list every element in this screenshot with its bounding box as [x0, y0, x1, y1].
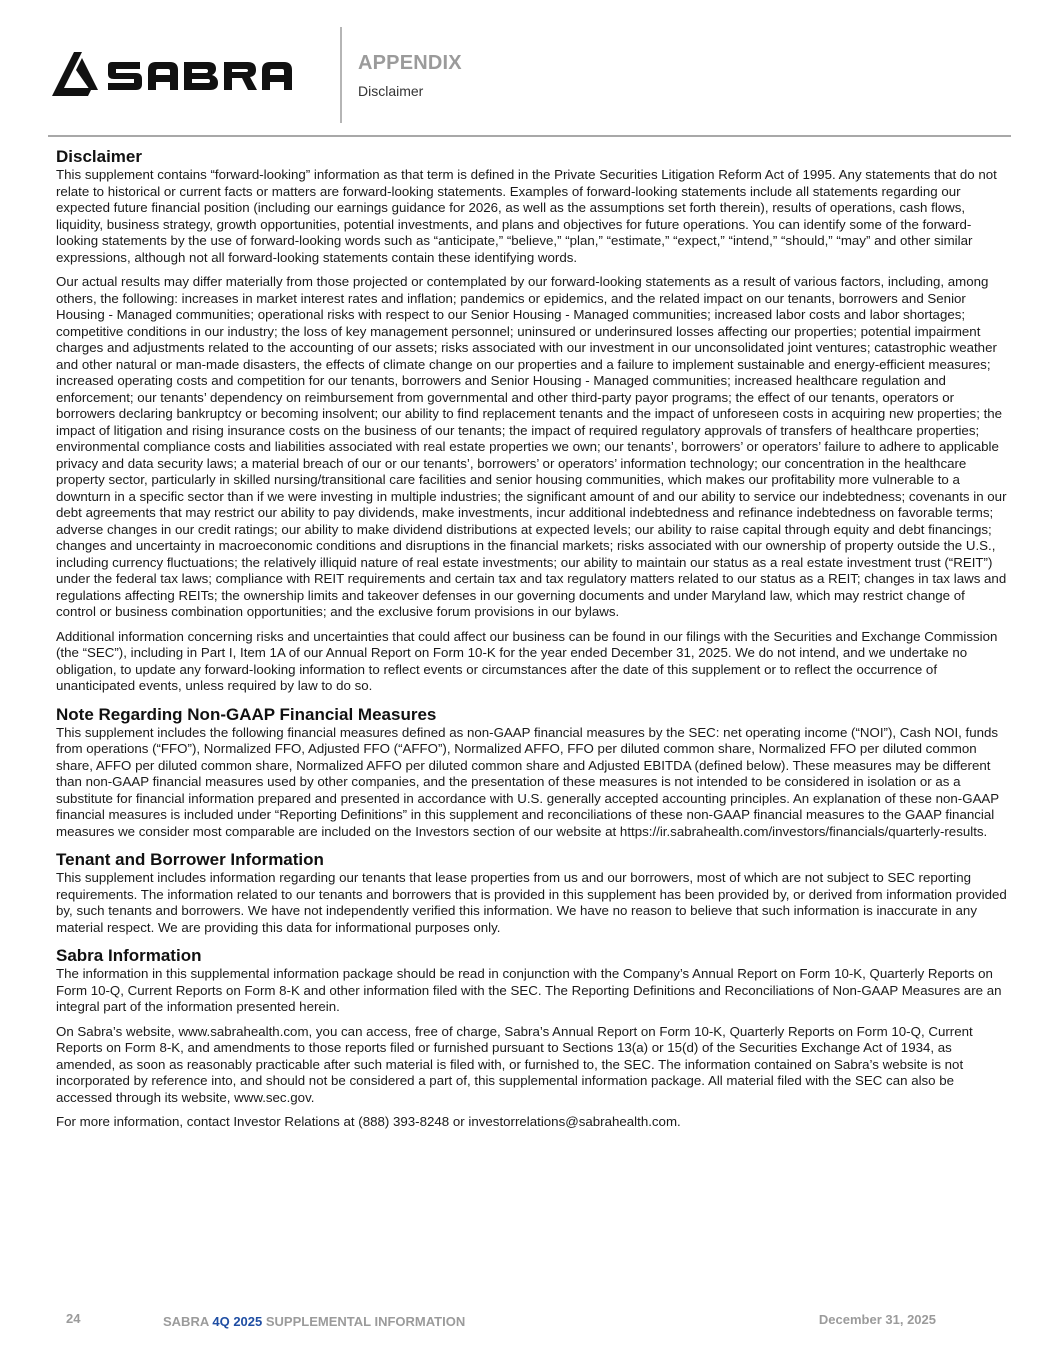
sabra-info-title: Sabra Information: [56, 946, 202, 965]
sabra-info-paragraph-1: The information in this supplemental information package should be read in conjunction with the Company’s Annual Report on Form 10-K, Quarterly Reports on Form 10-Q, Current Reports on Form 8-K and other information filed with the SEC. The Reporting Definitions and Reconciliations of Non-GAAP Measures are an integral part of the information presented herein.: [56, 966, 1002, 1014]
tenant-paragraph-1: This supplement includes information regarding our tenants that lease properties from us and our borrowers, most of which are not subject to SEC reporting requirements. The information related to our tenants and borrowers that is provided in this supplement has been provided by, or derived from information provided by, such tenants and borrowers. We have not independently verified this information. We have no reason to believe that such information is inaccurate in any material respect. We are providing this data for informational purposes only.: [56, 870, 1007, 935]
footer-date: December 31, 2025: [818, 1312, 936, 1327]
subsection-label: Disclaimer: [358, 83, 424, 99]
disclaimer-paragraph-3: Additional information concerning risks and uncertainties that could affect our business can be found in our filings with the Securities and Exchange Commission (the “SEC”), including in Part I, Item 1A of our Annual Report on Form 10-K for the year ended December 31, 2025. We do not intend, and we undertake no obligation, to update any forward-looking information to reflect events or circumstances after the date of this supplement or to reflect the occurrence of unanticipated events, unless required by law to do so.: [56, 628, 998, 693]
header-rule: [48, 135, 1011, 137]
sabra-info-paragraph-3: For more information, contact Investor Relations at (888) 393-8248 or investorrelations@sabrahealth.com.: [56, 1114, 681, 1129]
footer-title: [163, 1314, 465, 1329]
disclaimer-title: Disclaimer: [56, 147, 142, 166]
sabra-info-section: [56, 946, 1008, 1131]
non-gaap-title: Note Regarding Non-GAAP Financial Measures: [56, 704, 437, 724]
non-gaap-paragraph-1: This supplement includes the following financial measures defined as non-GAAP financial measures by the SEC: net operating income (“NOI”), Cash NOI, funds from operations (“FFO”), Normalized FFO, Adjusted FFO (“AFFO”), Normalized AFFO, FFO per diluted common share, Normalized FFO per diluted common share, AFFO per diluted common share, Normalized AFFO per diluted common share and Adjusted EBITDA (defined below). These measures may be different than non-GAAP financial measures used by other companies, and the presentation of these measures is not intended to be considered in isolation or as a substitute for financial information prepared and presented in accordance with U.S. generally accepted accounting principles. An explanation of these non-GAAP financial measures is included under “Reporting Definitions” in this supplement and reconciliations of these non-GAAP financial measures to the GAAP financial measures we consider most comparable are included on the Investors section of our website at https://ir.sabrahealth.com/investors/financials/quarterly-results.: [56, 724, 999, 839]
tenant-section: [56, 850, 1008, 936]
disclaimer-section: [56, 147, 1008, 695]
disclaimer-paragraph-2: Our actual results may differ materially from those projected or contemplated by our forward-looking statements as a result of various factors, including, among others, the following: increases in market interest rates and inflation; pandemics or epidemics, and the related impact on our tenants, borrowers and Senior Housing - Managed communities; operational risks with respect to our Senior Housing - Managed communities; increased labor costs and labor shortages; competitive conditions in our industry; the loss of key management personnel; uninsured or underinsured losses affecting our properties; potential impairment charges and adjustments related to the accounting of our assets; risks associated with our investment in our unconsolidated joint ventures; catastrophic weather and other natural or man-made disasters, the effects of climate change on our properties and a failure to implement sustainable and energy-efficient measures; increased operating costs and competition for our tenants, borrowers and Senior Housing - Managed communities; increased healthcare regulation and enforcement; our tenants’ dependency on reimbursement from governmental and other third-party payor programs; the effect of our tenants, operators or borrowers declaring bankruptcy or becoming insolvent; our ability to find replacement tenants and the impact of unforeseen costs in acquiring new properties; the impact of litigation and rising insurance costs on the business of our tenants; the impact of required regulatory approvals of transfers of healthcare properties; environmental compliance costs and liabilities associated with real estate properties we own; our tenants’, borrowers’ or operators’ failure to adhere to applicable privacy and data security laws; a material breach of our or our tenants’, borrowers’ or operators’ information technology; our concentration in the healthcare property sector, particularly in skilled nursing/transitional care facilities and senior housing communities, which makes our profitability more vulnerable to a downturn in a specific sector than if we were investing in multiple industries; the significant amount of and our ability to service our indebtedness; covenants in our debt agreements that may restrict our ability to pay dividends, make investments, incur additional indebtedness and refinance indebtedness on favorable terms; adverse changes in our credit ratings; our ability to make dividend distributions at expected levels; our ability to raise capital through equity and debt financings; changes and uncertainty in macroeconomic conditions and disruptions in the financial markets; risks associated with our ownership of property outside the U.S., including currency fluctuations; the relatively illiquid nature of real estate investments; our ability to maintain our status as a real estate investment trust (“REIT”) under the federal tax laws; compliance with REIT requirements and certain tax and tax regulatory matters related to our status as a REIT; changes in tax laws and regulations affecting REITs; the ownership limits and takeover defenses in our governing documents and under Maryland law, which may restrict change of control or business combination opportunities; and the exclusive forum provisions in our bylaws.: [56, 274, 1007, 619]
disclaimer-paragraph-1: This supplement contains “forward-looking” information as that term is defined in the Private Securities Litigation Reform Act of 1995. Any statements that do not relate to historical or current facts or matters are forward-looking statements. Examples of forward-looking statements include all statements regarding our expected future financial position (including our earnings guidance for 2026, as well as the assumptions set forth therein), results of operations, cash flows, liquidity, business strategy, growth opportunities, potential investments, and plans and objectives for future operations. You can identify some of the forward-looking statements by the use of forward-looking words such as “anticipate,” “believe,” “plan,” “estimate,” “expect,” “intend,” “should,” “may” and other similar expressions, although not all forward-looking statements contain these identifying words.: [56, 167, 997, 265]
page-number: 24: [66, 1311, 81, 1326]
page-header: [0, 0, 1055, 137]
footer-brand: SABRA: [163, 1314, 209, 1329]
tenant-title: Tenant and Borrower Information: [56, 850, 324, 869]
footer-period: 4Q 2025: [212, 1314, 263, 1329]
header-divider: [340, 27, 342, 123]
footer-label: SUPPLEMENTAL INFORMATION: [265, 1314, 466, 1329]
sabra-logo: [52, 52, 297, 98]
main-content: [56, 147, 1008, 1139]
section-label: APPENDIX: [358, 52, 462, 74]
sabra-info-paragraph-2: On Sabra’s website, www.sabrahealth.com, you can access, free of charge, Sabra’s Annual Report on Form 10-K, Quarterly Reports on Form 10-Q, Current Reports on Form 8-K, and amendments to those reports filed or furnished pursuant to Sections 13(a) or 15(d) of the Securities Exchange Act of 1934, as amended, as soon as reasonably practicable after such material is filed with, or furnished to, the SEC. The information contained on Sabra’s website is not incorporated by reference into, and should not be considered a part of, this supplemental information package. All material filed with the SEC can also be accessed through its website, www.sec.gov.: [56, 1023, 973, 1105]
non-gaap-section: [56, 705, 1008, 841]
